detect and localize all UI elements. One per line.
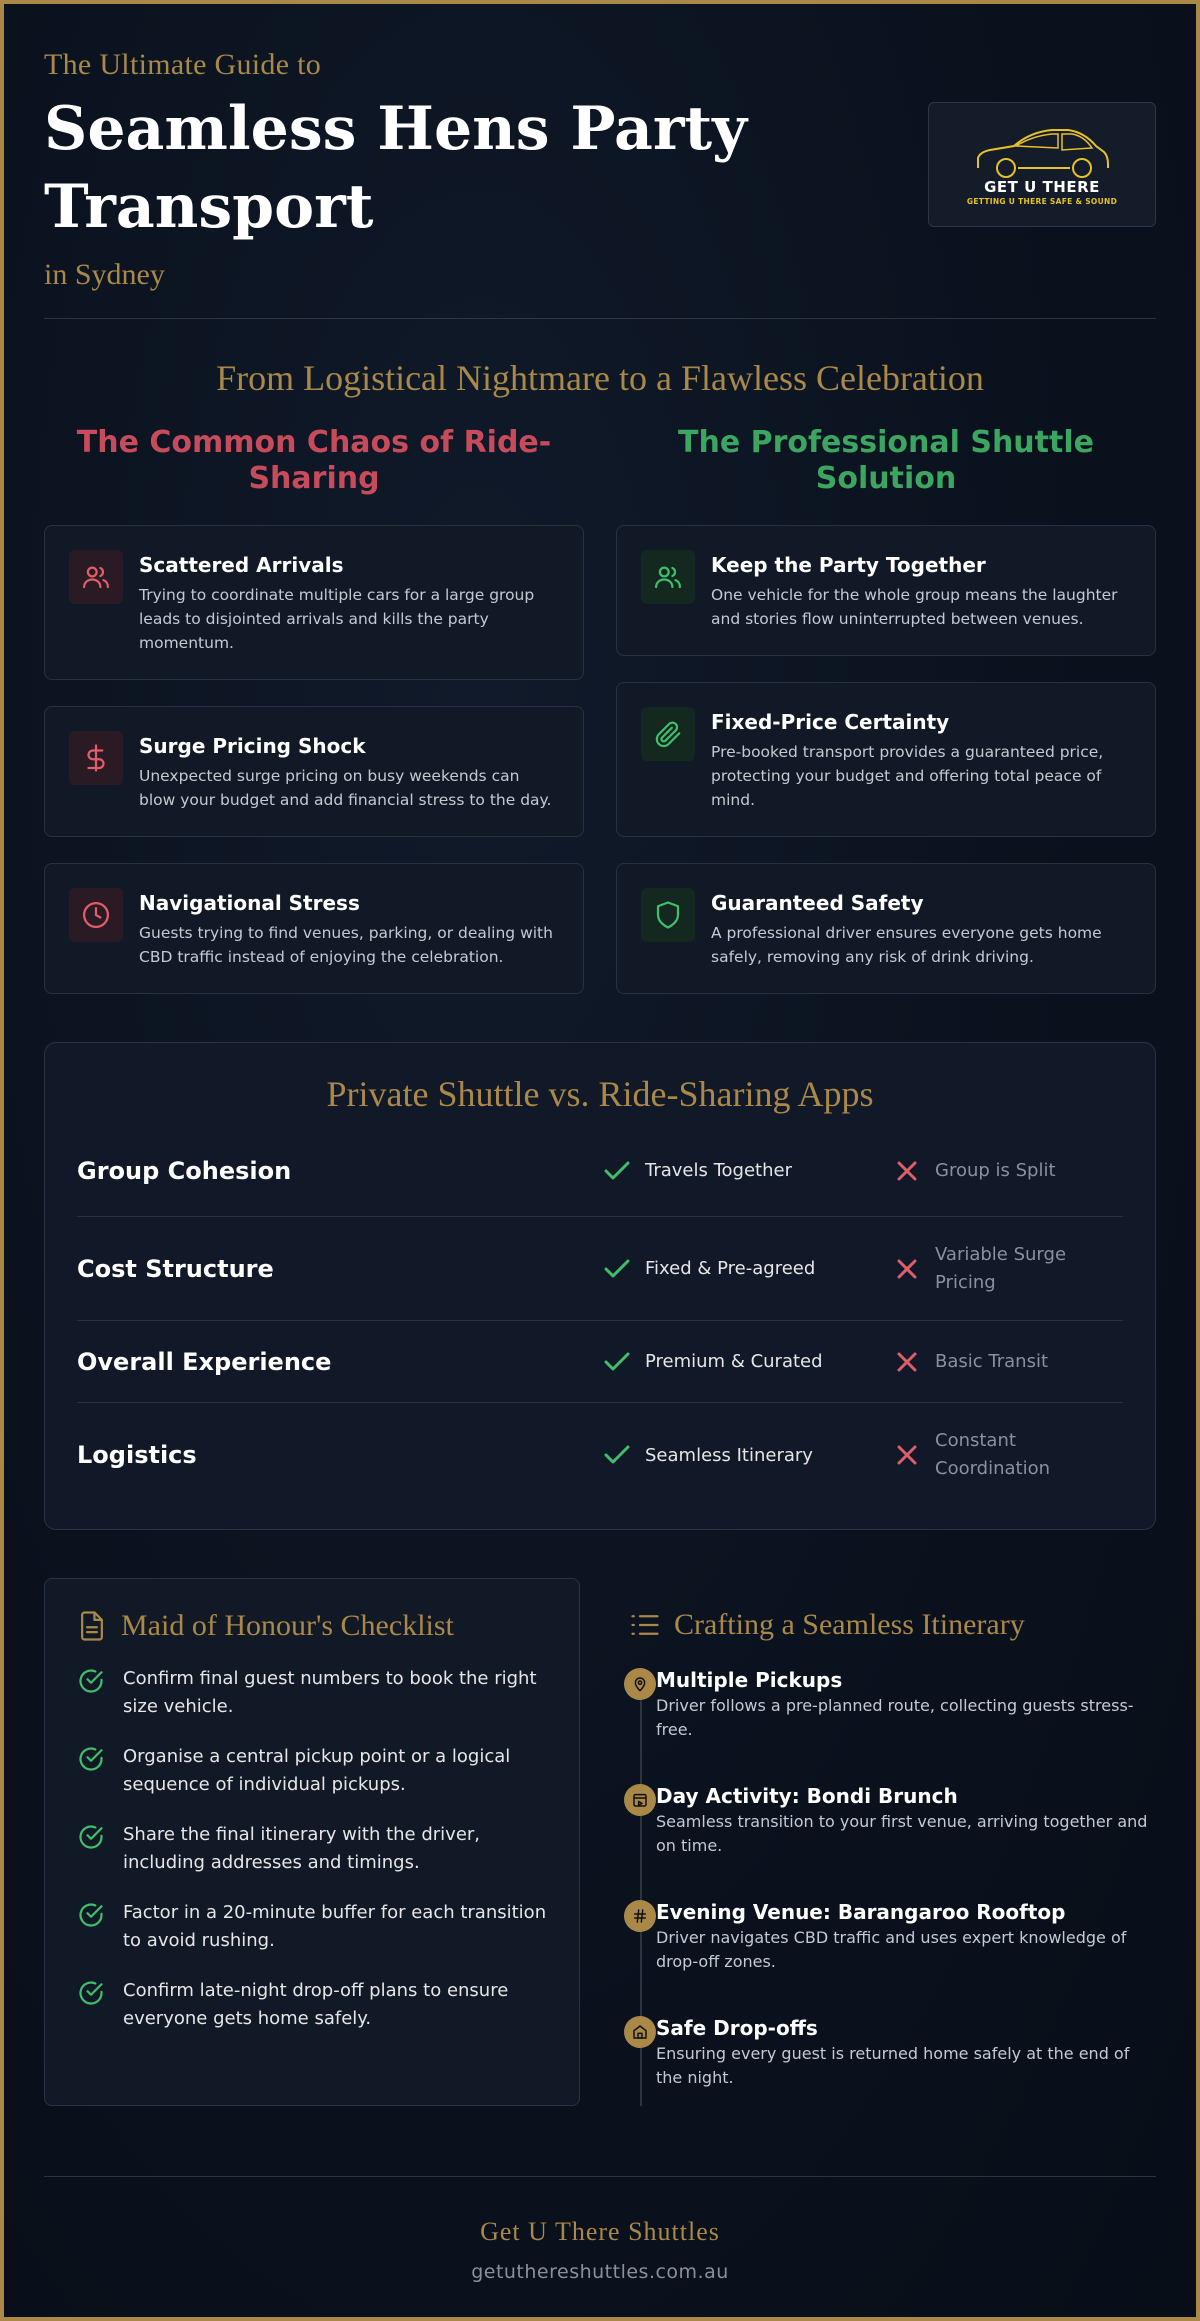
itinerary-title: Crafting a Seamless Itinerary — [630, 1608, 1156, 1642]
footer-divider — [44, 2176, 1156, 2177]
cross-icon — [893, 1160, 921, 1182]
table-row — [77, 1403, 1123, 1507]
card-title: Scattered Arrivals — [139, 553, 344, 577]
row-label: Group Cohesion — [77, 1156, 292, 1185]
check-circle-icon — [77, 1745, 107, 1799]
step-title: Day Activity: Bondi Brunch — [656, 1784, 958, 1808]
timeline-step — [632, 2016, 1156, 2106]
divider — [44, 318, 1156, 319]
clock-icon — [69, 888, 123, 942]
check-icon — [603, 1444, 631, 1466]
checklist-item: Organise a central pickup point or a logical sequence of individual pickups. — [77, 1743, 549, 1799]
card-text: Unexpected surge pricing on busy weekends can blow your budget and add financial stress to the day. — [139, 767, 552, 809]
map-pin-icon — [624, 1668, 656, 1700]
chaos-column — [44, 425, 584, 994]
bottom-section — [44, 1578, 1156, 2106]
cross-icon — [893, 1351, 921, 1373]
card-text: Trying to coordinate multiple cars for a large group leads to disjointed arrivals and kills the party momentum. — [139, 586, 535, 652]
checklist-item: Confirm final guest numbers to book the right size vehicle. — [77, 1665, 549, 1721]
check-icon — [603, 1258, 631, 1280]
cross-icon — [893, 1258, 921, 1280]
title-block — [44, 44, 764, 292]
row-label: Cost Structure — [77, 1254, 274, 1283]
shuttle-value: Premium & Curated — [603, 1351, 893, 1373]
card-title: Keep the Party Together — [711, 553, 986, 577]
footer-brand: Get U There Shuttles — [480, 2217, 720, 2246]
checklist-item: Confirm late-night drop-off plans to ensure everyone gets home safely. — [77, 1977, 549, 2033]
grid-icon — [624, 1900, 656, 1932]
shuttle-value: Fixed & Pre-agreed — [603, 1258, 893, 1280]
checklist-item: Factor in a 20-minute buffer for each transition to avoid rushing. — [77, 1899, 549, 1955]
check-circle-icon — [77, 1979, 107, 2033]
checklist-title: Maid of Honour's Checklist — [77, 1609, 549, 1643]
calendar-icon — [624, 1784, 656, 1816]
shuttle-value: Seamless Itinerary — [603, 1444, 893, 1466]
versus-table — [44, 1042, 1156, 1530]
card-title: Navigational Stress — [139, 891, 360, 915]
versus-title: Private Shuttle vs. Ride-Sharing Apps — [326, 1074, 874, 1114]
card-title: Surge Pricing Shock — [139, 734, 366, 758]
timeline-step — [632, 1900, 1156, 2016]
rideshare-value: Variable Surge Pricing — [893, 1241, 1123, 1297]
step-text: Ensuring every guest is returned home safely at the end of the night. — [656, 2044, 1130, 2087]
table-row — [77, 1321, 1123, 1403]
home-icon — [624, 2016, 656, 2048]
shuttle-value: Travels Together — [603, 1160, 893, 1182]
chaos-card — [44, 706, 584, 837]
logo-tagline: GETTING U THERE SAFE & SOUND — [966, 196, 1118, 206]
chaos-card — [44, 525, 584, 680]
step-text: Seamless transition to your first venue, arriving together and on time. — [656, 1812, 1148, 1855]
timeline-step — [632, 1668, 1156, 1784]
pre-title: The Ultimate Guide to — [44, 48, 322, 81]
card-title: Guaranteed Safety — [711, 891, 924, 915]
solution-title: The Professional Shuttle Solution — [678, 425, 1094, 496]
section-title: From Logistical Nightmare to a Flawless Celebration — [216, 358, 984, 398]
row-label: Overall Experience — [77, 1347, 332, 1376]
list-icon — [630, 1612, 660, 1638]
cross-icon — [893, 1444, 921, 1466]
page-title: Seamless Hens Party Transport — [44, 94, 748, 242]
check-circle-icon — [77, 1823, 107, 1877]
sub-title: in Sydney — [44, 258, 165, 291]
check-icon — [603, 1351, 631, 1373]
solution-card — [616, 525, 1156, 656]
step-title: Evening Venue: Barangaroo Rooftop — [656, 1900, 1066, 1924]
row-label: Logistics — [77, 1441, 197, 1469]
step-title: Safe Drop-offs — [656, 2016, 818, 2040]
solution-card — [616, 682, 1156, 837]
rideshare-value: Basic Transit — [893, 1348, 1123, 1376]
logo-name: GET U THERE — [984, 177, 1100, 196]
card-title: Fixed-Price Certainty — [711, 710, 950, 734]
footer-url[interactable]: getuthereshuttles.com.au — [471, 2261, 729, 2283]
step-text: Driver navigates CBD traffic and uses expert knowledge of drop-off zones. — [656, 1928, 1127, 1971]
solution-column — [616, 425, 1156, 994]
shield-icon — [641, 888, 695, 942]
document-icon — [77, 1610, 107, 1642]
comparison-columns — [44, 425, 1156, 994]
timeline-step — [632, 1784, 1156, 1900]
chaos-title: The Common Chaos of Ride-Sharing — [76, 425, 552, 496]
card-text: One vehicle for the whole group means the laughter and stories flow uninterrupted between venues. — [711, 586, 1118, 628]
header — [44, 44, 1156, 291]
card-text: A professional driver ensures everyone gets home safely, removing any risk of drink driving. — [711, 924, 1102, 966]
rideshare-value: Constant Coordination — [893, 1427, 1123, 1483]
paperclip-icon — [641, 707, 695, 761]
card-text: Pre-booked transport provides a guaranteed price, protecting your budget and offering total peace of mind. — [711, 743, 1104, 809]
dollar-icon — [69, 731, 123, 785]
step-text: Driver follows a pre-planned route, collecting guests stress-free. — [656, 1696, 1134, 1739]
chaos-card — [44, 863, 584, 994]
rideshare-value: Group is Split — [893, 1157, 1123, 1185]
step-title: Multiple Pickups — [656, 1668, 843, 1692]
table-row — [77, 1217, 1123, 1321]
checklist — [44, 1578, 580, 2106]
table-row — [77, 1125, 1123, 1217]
itinerary — [616, 1578, 1156, 2106]
check-circle-icon — [77, 1667, 107, 1721]
timeline — [632, 1668, 1156, 2106]
footer — [44, 2217, 1156, 2283]
users-icon — [69, 550, 123, 604]
card-text: Guests trying to find venues, parking, or dealing with CBD traffic instead of enjoying the celebration. — [139, 924, 553, 966]
check-icon — [603, 1160, 631, 1182]
checklist-item: Share the final itinerary with the driver, including addresses and timings. — [77, 1821, 549, 1877]
check-circle-icon — [77, 1901, 107, 1955]
car-logo-icon — [972, 124, 1112, 182]
users-icon — [641, 550, 695, 604]
solution-card — [616, 863, 1156, 994]
logo — [928, 102, 1156, 227]
